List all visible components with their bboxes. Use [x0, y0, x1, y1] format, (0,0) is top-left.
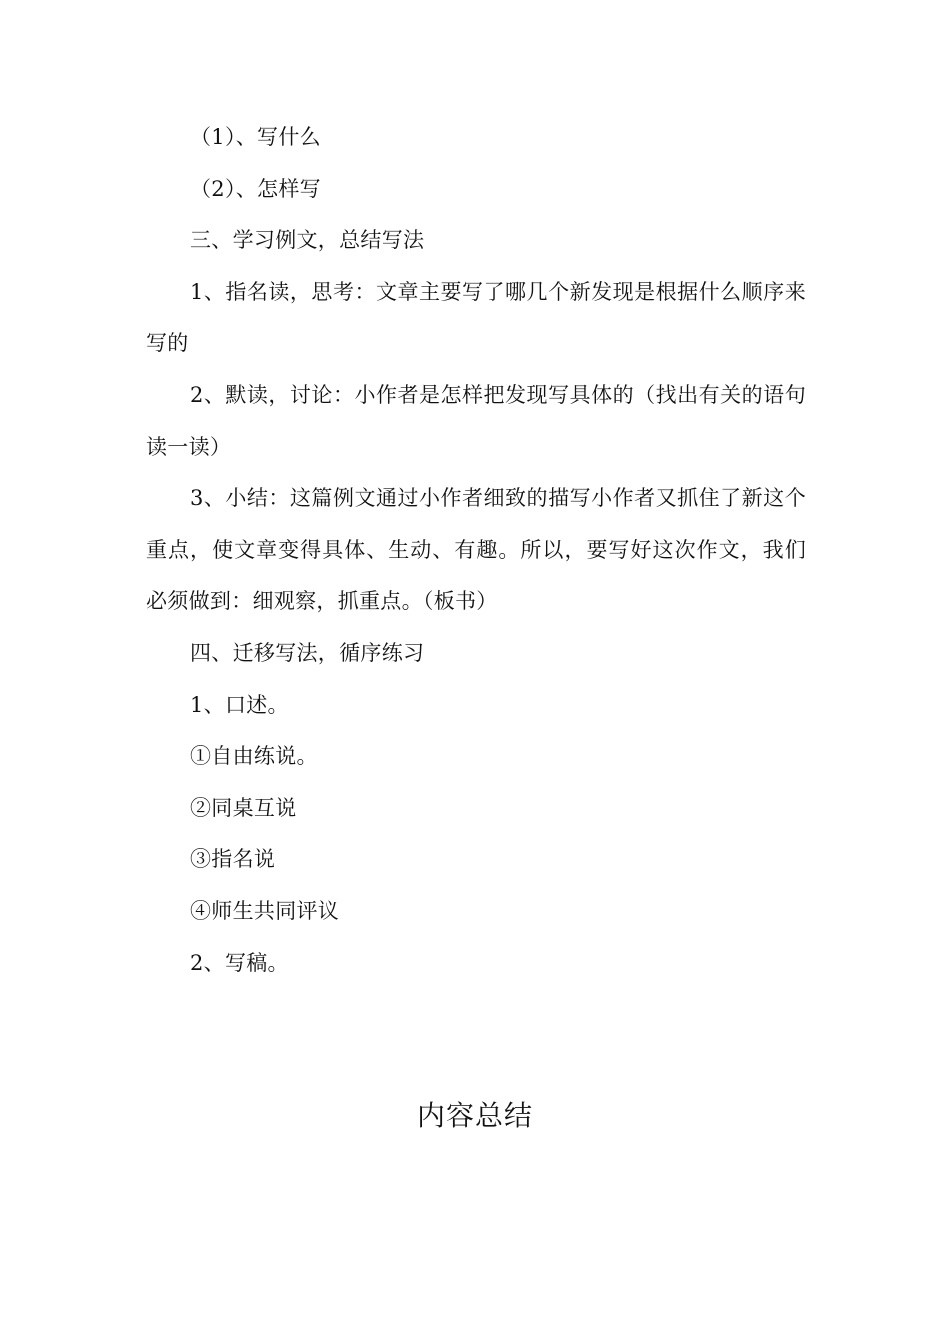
step-write-draft: 2、写稿。: [190, 950, 289, 975]
step-summary: 3、小结：这篇例文通过小作者细致的描写小作者又抓住了新这个重点，使文章变得具体、生动、有趣。所以，要写好这次作文，我们必须做到：细观察，抓重点。（板书）: [146, 486, 806, 614]
list-item-joint-review: ④师生共同评议: [190, 898, 340, 923]
section-heading-study-example: 三、学习例文，总结写法: [190, 228, 425, 253]
list-item-free-practice: ①自由练说。: [190, 744, 318, 769]
list-item-called-on: ③指名说: [190, 847, 276, 872]
subpoint-what-to-write: （1）、写什么: [190, 125, 321, 149]
document-body: [146, 112, 806, 989]
list-item-pair-talk: ②同桌互说: [190, 795, 297, 820]
section-heading-practice: 四、迁移写法，循序练习: [190, 640, 425, 665]
summary-title: 内容总结: [416, 1099, 533, 1132]
step-oral: 1、口述。: [190, 692, 289, 717]
subpoint-how-to-write: （2）、怎样写: [190, 176, 321, 201]
step-silent-read-discuss: 2、默读，讨论：小作者是怎样把发现写具体的（找出有关的语句读一读）: [146, 382, 806, 459]
step-read-and-think: 1、指名读，思考：文章主要写了哪几个新发现是根据什么顺序来写的: [146, 279, 806, 356]
